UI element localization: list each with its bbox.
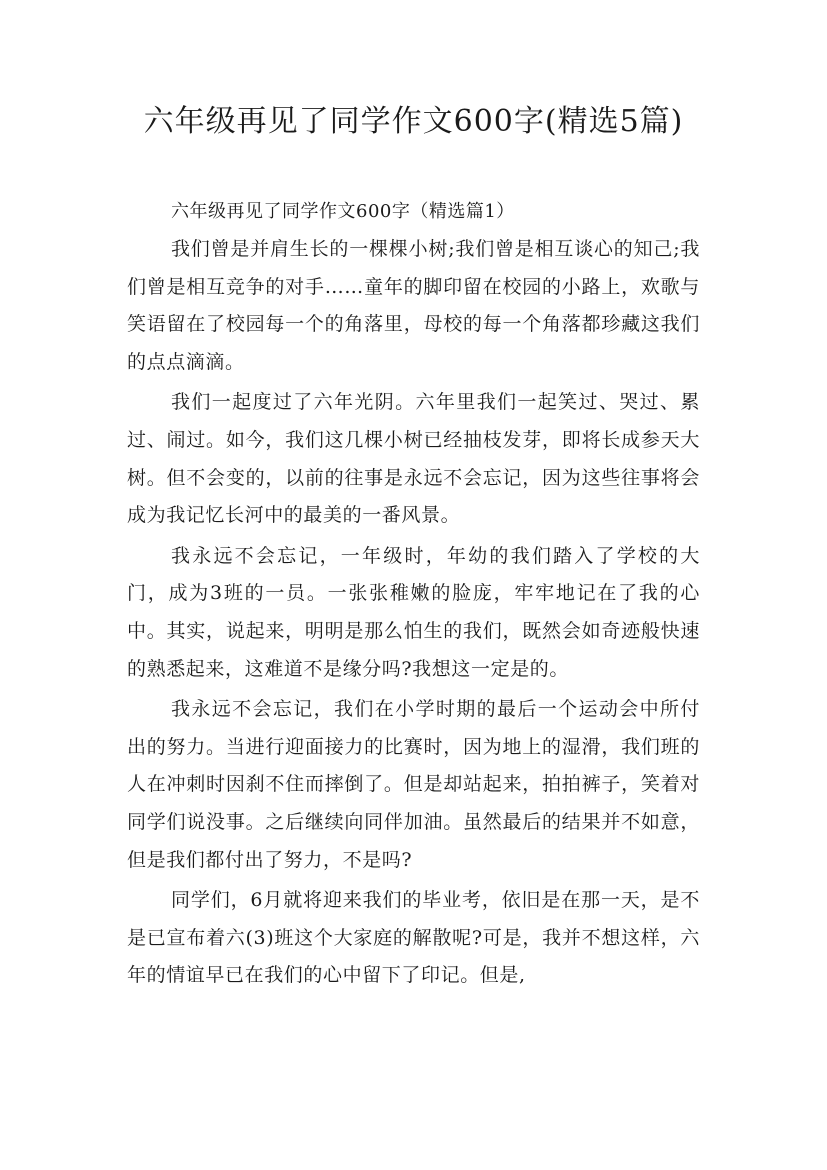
paragraph-4: 我永远不会忘记，我们在小学时期的最后一个运动会中所付出的努力。当进行迎面接力的比赛时，因为地上的湿滑，我们班的人在冲刺时因刹不住而摔倒了。但是却站起来，拍拍裤子，笑着对同学们说没事。之后继续向同伴加油。虽然最后的结果并不如意，但是我们都付出了努力，不是吗? [127, 698, 700, 871]
paragraph-3: 我永远不会忘记，一年级时，年幼的我们踏入了学校的大门，成为3班的一员。一张张稚嫩的脸庞，牢牢地记在了我的心中。其实，说起来，明明是那么怕生的我们，既然会如奇迹般快速的熟悉起来，这难道不是缘分吗?我想这一定是的。 [127, 544, 700, 680]
paragraph-5: 同学们，6月就将迎来我们的毕业考，依旧是在那一天，是不是已宣布着六(3)班这个大家庭的解散呢?可是，我并不想这样，六年的情谊早已在我们的心中留下了印记。但是, [127, 889, 700, 987]
document-body [127, 196, 700, 998]
section-heading: 六年级再见了同学作文600字（精选篇1） [171, 201, 515, 222]
paragraph-1: 我们曾是并肩生长的一棵棵小树;我们曾是相互谈心的知己;我们曾是相互竞争的对手……童年的脚印留在校园的小路上，欢歌与笑语留在了校园每一个的角落里，母校的每一个角落都珍藏这我们的点点滴滴。 [127, 238, 700, 373]
document-title: 六年级再见了同学作文600字(精选5篇) [143, 104, 684, 139]
paragraph-2: 我们一起度过了六年光阴。六年里我们一起笑过、哭过、累过、闹过。如今，我们这几棵小树已经抽枝发芽，即将长成参天大树。但不会变的，以前的往事是永远不会忘记，因为这些往事将会成为我记忆长河中的最美的一番风景。 [127, 391, 700, 527]
